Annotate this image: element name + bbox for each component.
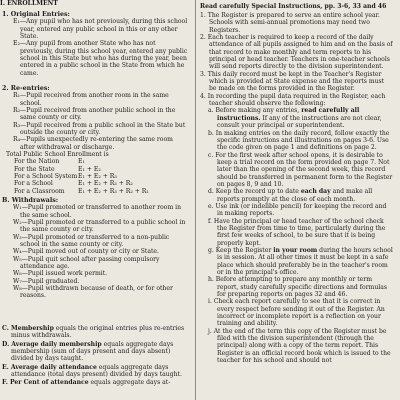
withdrawals-heading: B. Withdrawals: <box>2 197 59 204</box>
withdrawal-w3: W₃—Pupil promoted or transferred to a non-public school in the same county or city. <box>13 233 170 249</box>
subitem-b: b. In making entries on the daily record, follow exactly the specific instructions and illustrations on pages 3-6. Use the code given on page 1 and definitions on page 2. <box>208 129 390 152</box>
instruction-4: 4. In recording the pupil data required in the Register, each teacher should observe the following: <box>200 92 386 108</box>
original-entries-section <box>2 11 188 77</box>
subitem-c: c. For the first week after school opens, it is desirable to keep a trial record on the form provided on page 7. Not later than the opening of the second week, this record should be transferred in permanent form to the Register on pages 8, 9 and 10. <box>208 151 393 188</box>
total-enrollment-section <box>2 151 188 195</box>
original-entries-heading: 1. Original Entries: <box>2 11 70 18</box>
reentry-r4: R₄—Pupils unexpectedly re-entering the same room after withdrawal or discharge. <box>13 136 173 151</box>
total-enrollment-heading: Total Public School Enrollment is <box>6 151 109 158</box>
withdrawal-w8: W₈—Pupil withdrawn because of death, or for other reasons. <box>13 285 173 300</box>
definitions-column <box>0 0 190 400</box>
total-row: For the State E₁ + E₂ <box>14 165 101 173</box>
withdrawal-w6: W₆—Pupil issued work permit. <box>13 270 108 278</box>
instructions-column <box>200 0 393 400</box>
withdrawal-w7: W₇—Pupil graduated. <box>13 277 80 285</box>
subitem-i: i. Check each report carefully to see that it is correct in every respect before sending it out of the Register. An incorrect or incomplete report is a reflection on your training and ability. <box>208 298 385 328</box>
subitem-f: f. Have the principal or head teacher of the school check the Register from time to time, particularly during the first few weeks of school, to be sure that it is being properly kept. <box>208 217 386 247</box>
membership-definition: C. Membership equals the original entries plus re-entries minus withdrawals. <box>2 325 185 340</box>
subitem-e: e. Use ink (or indelible pencil) for keeping the record and in making reports. <box>208 202 387 218</box>
withdrawal-w4: W₄—Pupil moved out of county or city or State. <box>13 248 159 256</box>
average-daily-attendance-definition: E. Average daily attendance equals aggregate days attendance (total days present) divided by days taught. <box>2 363 182 379</box>
instruction-2: 2. Each teacher is required to keep a record of the daily attendance of all pupils assigned to him and on the basis of that record to make monthly and term reports to his principal or head teacher. Teachers in one-teacher schools will send reports directly to the division superintendent. <box>200 34 393 71</box>
reentry-r1: R₁—Pupil received from another room in the same school. <box>13 92 169 107</box>
withdrawal-w1: W₁—Pupil promoted or transferred to another room in the same school. <box>13 204 182 219</box>
instruction-1: 1. The Register is prepared to serve an entire school year. Schools with semi-annual promotions may need two Registers. <box>200 12 380 34</box>
reentries-heading: 2. Re-entries: <box>2 85 50 92</box>
formula-definitions <box>2 325 188 387</box>
total-row: For the Nation E₁ <box>14 158 85 166</box>
subitem-a: a. Before making any entries, read carefully all instructions. If any of the instructions are not clear, consult your principal or superintendent. <box>208 107 382 130</box>
instruction-3: 3. This daily record must be kept in the Teacher's Register which is provided at State expense and the reports must be made on the forms provided in the Register. <box>200 70 385 93</box>
withdrawal-w2: W₂—Pupil promoted or transferred to a public school in the same county or city. <box>13 219 186 234</box>
subitem-h: h. Before attempting to prepare any monthly or term report, study carefully specific directions and formulas for preparing reports on pages 32 and 46. <box>208 276 388 299</box>
reentry-r2: R₂—Pupil received from another public school in the same county or city. <box>13 107 176 122</box>
entry-e2: E₂—Any pupil from another State who has not previously, during this school year, entered any public school in this State but who has during the year, been entered in a public school in the State from which he came. <box>13 40 188 77</box>
total-row: For a Classroom E₁ + E₂ + R₃ + R₂ + R₁ <box>14 187 149 195</box>
subitem-g: g. Keep the Register in your room during the hours school is in session. At all other times it must be kept in a safe place which should preferably be in the teacher's room or in the principal's office. <box>208 247 393 277</box>
reentry-r3: R₃—Pupil received from a public school in the State but outside the county or city. <box>13 121 186 137</box>
subitem-j: j. At the end of the term this copy of the Register must be filed with the division superintendent (through the principal) along with a copy of the term report. This Register is an official record book which is issued to the teacher for his school and should not <box>208 327 391 365</box>
subitem-d: d. Keep the record up to date each day and make all reports promptly at the close of each month. <box>208 188 373 203</box>
withdrawal-w5: W₅—Pupil quit school after passing compulsory attendance age. <box>13 255 160 271</box>
instructions-header: Read carefully Special Instructions, pp. 3-6, 33 and 46 <box>200 3 387 10</box>
instruction-4-subitems <box>200 107 393 364</box>
reentries-section <box>2 85 188 151</box>
total-row: For a School System E₁ + E₂ + R₃ <box>14 173 117 181</box>
average-daily-membership-definition: D. Average daily membership equals aggregate days membership (sum of days present and days absent) divided by days taught. <box>2 340 174 363</box>
percent-attendance-definition: F. Per Cent of attendance equals aggregate days at- <box>2 379 171 387</box>
instructions-list <box>200 12 393 365</box>
column-divider <box>195 0 196 400</box>
total-row: For a School E₁ + E₂ + R₃ + R₂ <box>14 180 133 188</box>
enrollment-header: I. ENROLLMENT <box>0 0 58 7</box>
withdrawals-section <box>2 197 188 300</box>
entry-e1: E₁—Any pupil who has not previously, during this school year, entered any public school in this or any other State. <box>13 18 188 41</box>
